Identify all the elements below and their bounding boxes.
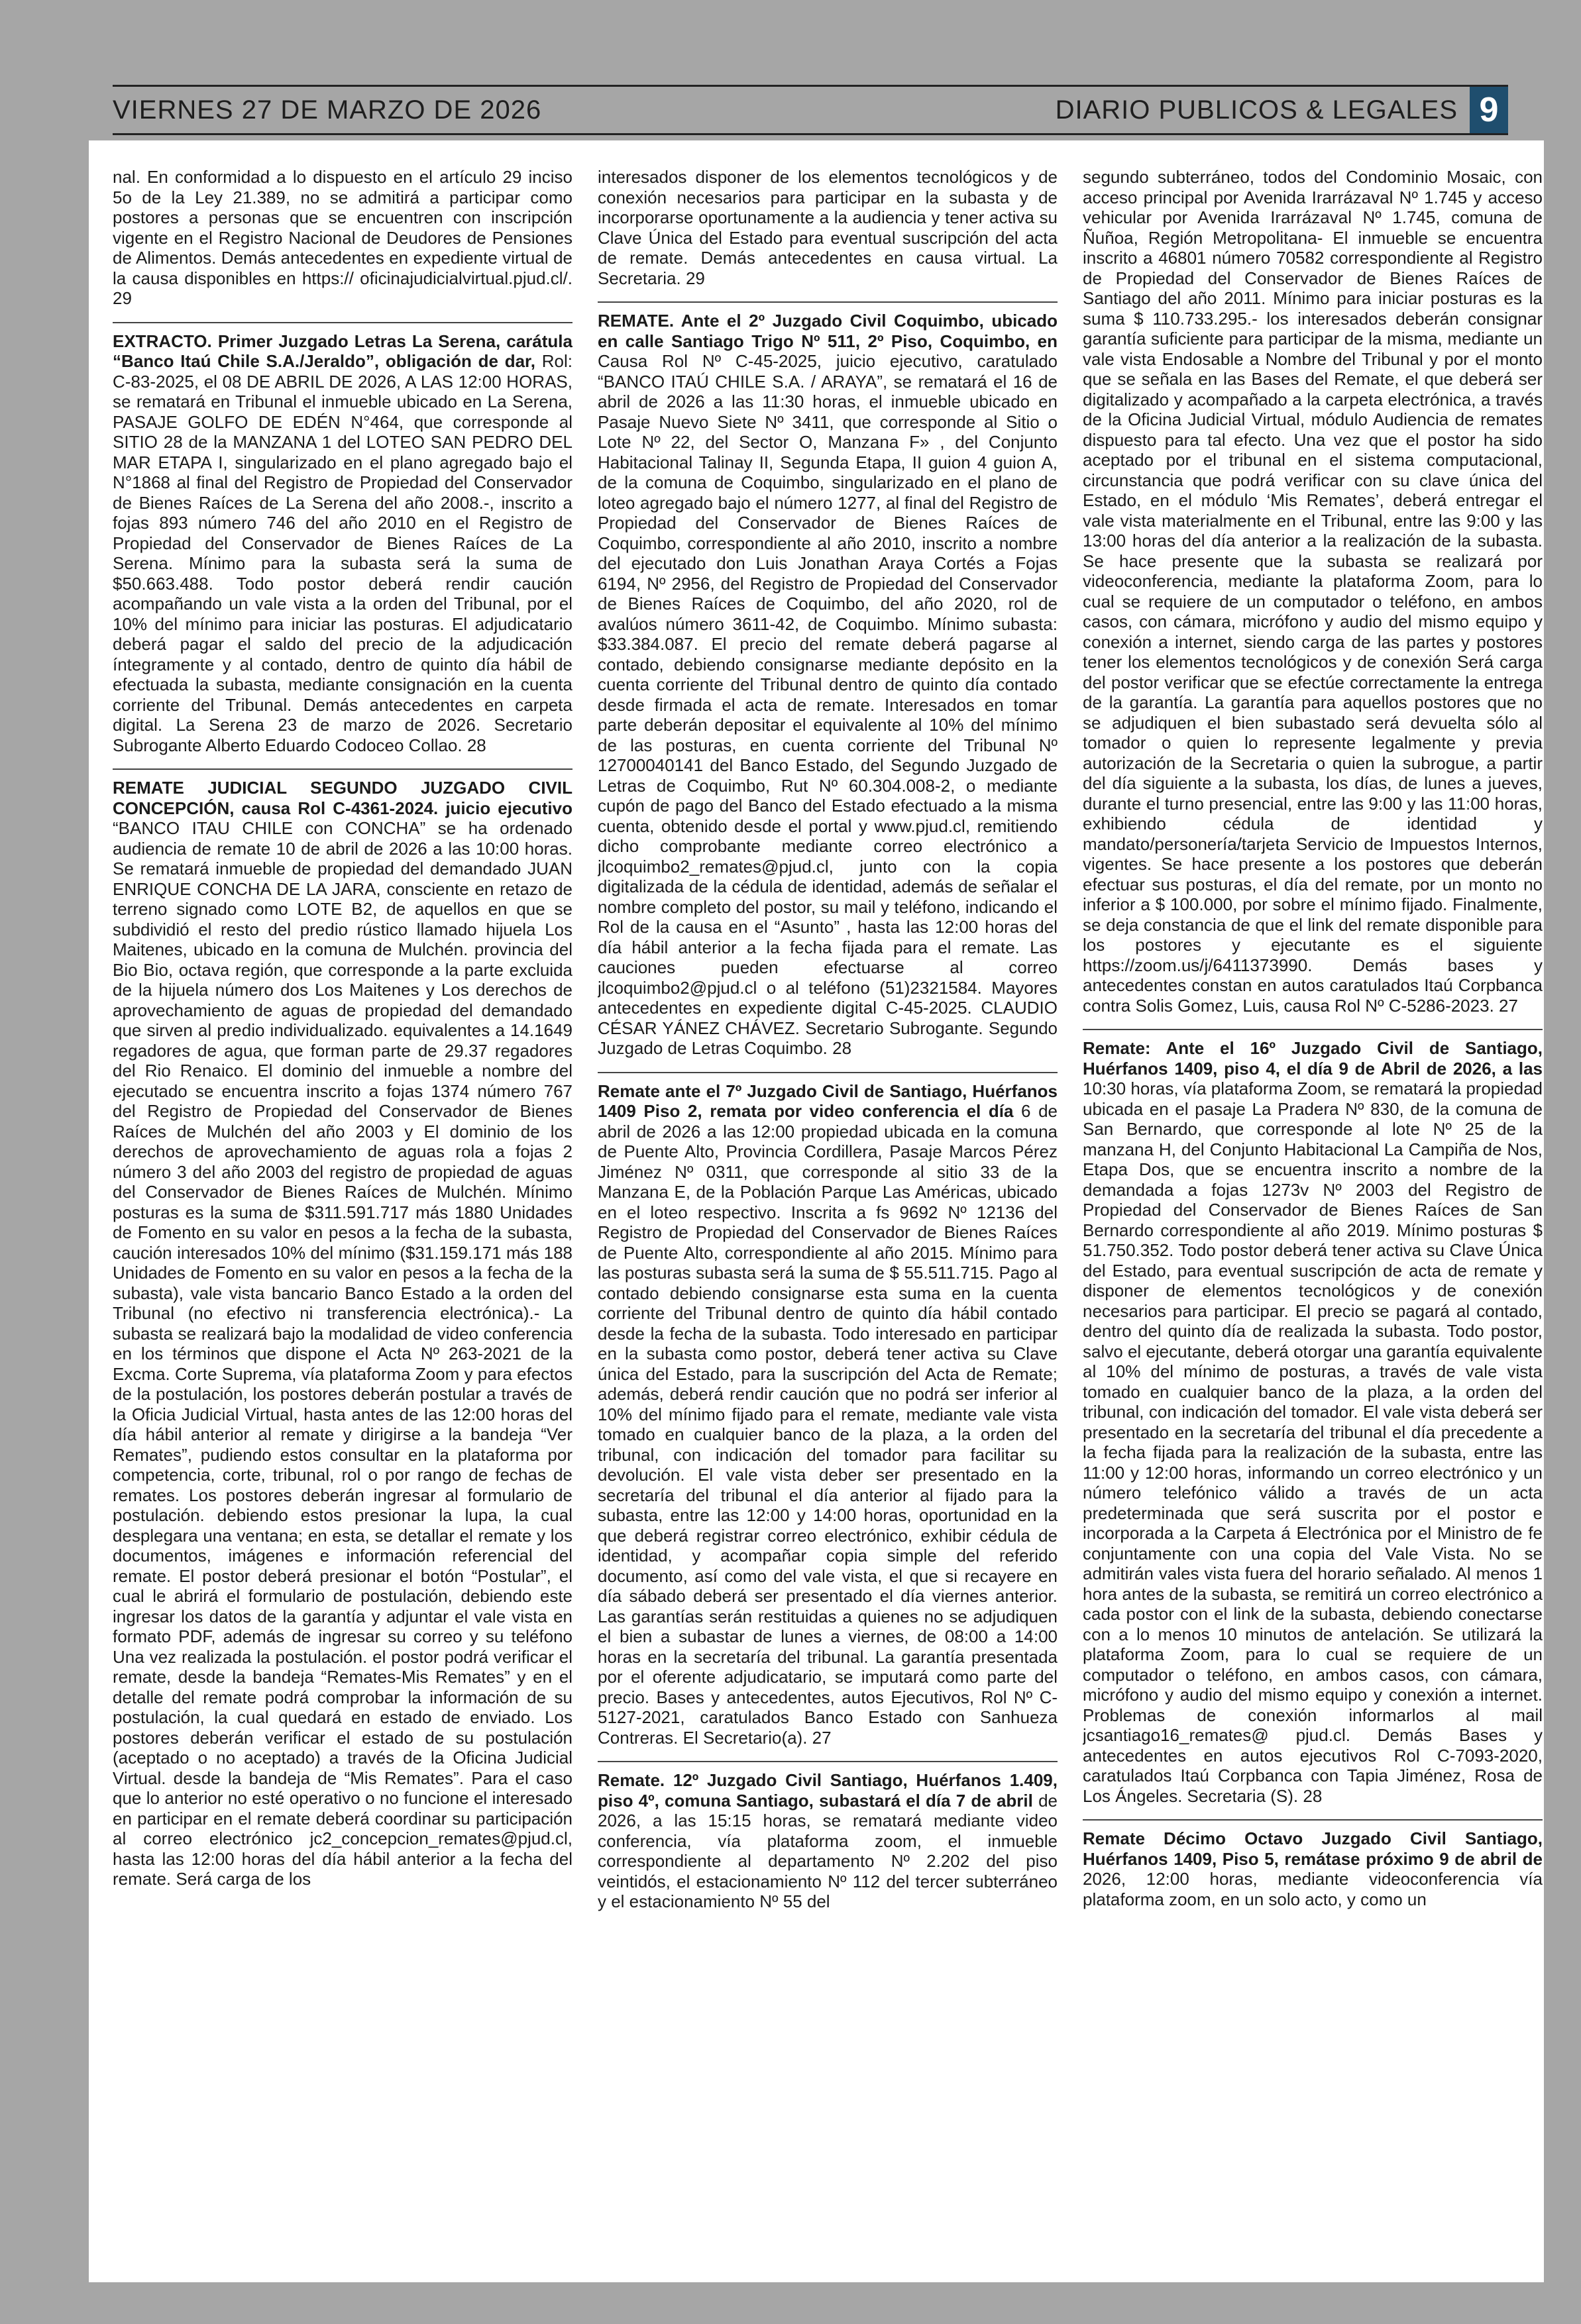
notice-continuation: interesados disponer de los elementos tecnológicos y de conexión necesarios para participar en la subasta y de incorporarse oportunamente a la audiencia y tener activa su Clave Única del Estado para eventual suscripción del acta de remate. Demás antecedentes en causa virtual. La Secretaria. 29 — [598, 167, 1058, 288]
page-number: 9 — [1470, 87, 1508, 133]
notice-remate-18-juzgado: Remate Décimo Octavo Juzgado Civil Santiago, Huérfanos 1409, Piso 5, remátase próximo 9 de abril de 2026, 12:00 horas, mediante videoconferencia vía plataforma zoom, en un solo acto, y como un — [1083, 1828, 1543, 1909]
notice-separator — [1083, 1029, 1543, 1030]
publication-name: DIARIO PUBLICOS & LEGALES — [1055, 95, 1458, 125]
notice-separator — [598, 1072, 1058, 1073]
notice-separator — [598, 301, 1058, 303]
notice-continuation: nal. En conformidad a lo dispuesto en el artículo 29 inciso 5o de la Ley 21.389, no se admitirá a participar como postores a personas que se encuentren con inscripción vigente en el Registro Nacional de Deudores de Pensiones de Alimentos. Demás antecedentes en expediente virtual de la causa disponibles en https:// oficinajudicialvirtual.pjud.cl/. 29 — [113, 167, 572, 308]
notice-remate-16-juzgado: Remate: Ante el 16º Juzgado Civil de Santiago, Huérfanos 1409, piso 4, el día 9 de Abril de 2026, a las 10:30 horas, vía plataforma Zoom, se rematará la propiedad ubicada en el pasaje La Pradera Nº 830, de la comuna de San Bernardo, que corresponde al lote Nº 25 de la manzana H, del Conjunto Habitacional La Campiña de Nos, Etapa Dos, que se encuentra inscrito a nombre de la demandada a fojas 1273v Nº 2003 del Registro de Propiedad del Conservador de Bienes Raíces de San Bernardo correspondiente al año 2019. Mínimo posturas $ 51.750.352. Todo postor deberá tener activa su Clave Única del Estado, para eventual suscripción de acta de remate y disponer de elementos tecnológicos y de conexión necesarios para participar. El precio se pagará al contado, dentro del quinto día de realizada la subasta. Todo postor, salvo el ejecutante, deberá otorgar una garantía equivalente al 10% del mínimo de posturas, a través de vale vista tomado en cualquier banco de la plaza, a la orden del tribunal, con indicación del tomador. El vale vista deberá ser presentado en la secretaría del tribunal el día precedente a la fecha fijada para la realización de la subasta, entre las 11:00 y 12:00 horas, informando un correo electrónico y un número telefónico válido a través de un acta predeterminada que será suscrita por el postor e incorporada a la Carpeta á Electrónica por el Ministro de fe conjuntamente con una copia del Vale Vista. No se admitirán vales vista fuera del horario señalado. Al menos 1 hora antes de la subasta, se remitirá un correo electrónico a cada postor con el link de la subasta, debiendo conectarse con a lo menos 10 minutos de antelación. Se utilizará la plataforma Zoom, para lo cual se requiere de un computador o teléfono, en ambos casos, con cámara, micrófono y audio del mismo equipo y conexión a internet. Problemas de conexión informarlos al mail jcsantiago16_remates@ pjud.cl. Demás Bases y antecedentes en autos ejecutivos Rol C-7093-2020, caratulados Itaú Corpbanca con Tapia Jiménez, Rosa de Los Ángeles. Secretaria (S). 28 — [1083, 1038, 1543, 1806]
notice-continuation: segundo subterráneo, todos del Condominio Mosaic, con acceso principal por Avenida Irarrázaval Nº 1.745 y acceso vehicular por Avenida Irarrázaval Nº 1.745, comuna de Ñuñoa, Región Metropolitana- El inmueble se encuentra inscrito a 46801 número 70582 correspondiente al Registro de Propiedad del Conservador de Bienes Raíces de Santiago del año 2011. Mínimo para iniciar posturas es la suma $ 110.733.295.- los interesados deberán consignar garantía suficiente para participar de la misma, mediante un vale vista Endosable a Nombre del Tribunal y por el monto que se señala en las Bases del Remate, el que deberá ser digitalizado y acompañado a la carpeta electrónica, a través de la Oficina Judicial Virtual, módulo Audiencia de remates dispuesto para tal efecto. Una vez que el postor ha sido aceptado por el tribunal en el sistema computacional, circunstancia que podrá verificar con su clave única del Estado, en el módulo ‘Mis Remates’, deberá entregar el vale vista materialmente en el Tribunal, entre las 9:00 y las 13:00 horas del día anterior a la realización de la subasta. Se hace presente que la subasta se realizará por videoconferencia, mediante la plataforma Zoom, para lo cual se requiere de un computador o teléfono, en ambos casos, con cámara, micrófono y audio del mismo equipo y conexión a internet, siendo carga de las partes y postores tener los elementos tecnológicos y de conexión Será carga del postor verificar que se efectúe correctamente la entrega de la garantía. La garantía para aquellos postores que no se adjudiquen el bien subastado será devuelta sólo al tomador o quien lo represente legalmente y previa autorización de la Secretaria o quien la subrogue, a partir del día siguiente a la subasta, los días, de lunes a jueves, durante el turno presencial, entre las 9:00 y las 11:00 horas, exhibiendo cédula de identidad y mandato/personería/tarjeta Servicio de Impuestos Internos, vigentes. Se hace presente a los postores que deberán efectuar sus posturas, el día del remate, por un monto no inferior a $ 100.000, por sobre el mínimo fijado. Finalmente, se deja constancia de que el link del remate disponible para los postores y ejecutante es el siguiente https://zoom.us/j/6411373990. Demás bases y antecedentes constan en autos caratulados Itaú Corpbanca contra Solis Gomez, Luis, causa Rol Nº C-5286-2023. 27 — [1083, 167, 1543, 1016]
header-right — [1056, 87, 1508, 133]
newspaper-page — [89, 140, 1544, 2282]
column-1 — [113, 167, 572, 2270]
notice-remate-12-juzgado: Remate. 12º Juzgado Civil Santiago, Huérfanos 1.409, piso 4º, comuna Santiago, subastará el día 7 de abril de 2026, a las 15:15 horas, se rematará mediante video conferencia, vía plataforma zoom, el inmueble correspondiente al departamento Nº 2.202 del piso veintidós, el estacionamiento Nº 112 del tercer subterráneo y el estacionamiento Nº 55 del — [598, 1770, 1058, 1911]
issue-date: VIERNES 27 DE MARZO DE 2026 — [113, 95, 542, 125]
page-header — [113, 85, 1508, 135]
column-3 — [1083, 167, 1543, 2270]
notice-separator — [1083, 1819, 1543, 1821]
column-2 — [598, 167, 1058, 2270]
notice-separator — [113, 322, 572, 323]
notice-extracto-la-serena: EXTRACTO. Primer Juzgado Letras La Serena, carátula “Banco Itaú Chile S.A./Jeraldo”, obligación de dar, Rol: C-83-2025, el 08 DE ABRIL DE 2026, A LAS 12:00 HORAS, se rematará en Tribunal el inmueble ubicado en La Serena, PASAJE GOLFO DE EDÉN N°464, que corresponde al SITIO 28 de la MANZANA 1 del LOTEO SAN PEDRO DEL MAR ETAPA I, singularizado en el plano agregado bajo el N°1868 al final del Registro de Propiedad del Conservador de Bienes Raíces de La Serena del año 2008.-, inscrito a fojas 893 número 746 del año 2010 en el Registro de Propiedad del Conservador de Bienes Raíces de La Serena. Mínimo para la subasta será la suma de $50.663.488. Todo postor deberá rendir caución acompañando un vale vista a la orden del Tribunal, por el 10% del mínimo para iniciar las posturas. El adjudicatario deberá pagar el saldo del precio de la adjudicación íntegramente y al contado, dentro de quinto día hábil de efectuada la subasta, mediante consignación en la cuenta corriente del Tribunal. Demás antecedentes en carpeta digital. La Serena 23 de marzo de 2026. Secretario Subrogante Alberto Eduardo Codoceo Collao. 28 — [113, 331, 572, 755]
notice-remate-concepcion: REMATE JUDICIAL SEGUNDO JUZGADO CIVIL CONCEPCIÓN, causa Rol C-4361-2024. juicio ejecutivo “BANCO ITAU CHILE con CONCHA” se ha ordenado audiencia de remate 10 de abril de 2026 a las 10:00 horas. Se rematará inmueble de propiedad del demandado JUAN ENRIQUE CONCHA DE LA JARA, consciente en retazo de terreno signado como LOTE B2, de aquellos en que se subdividió el resto del predio rústico llamado hijuela Los Maitenes, ubicado en la comuna de Mulchén. provincia del Bio Bio, octava región, que corresponde a la parte excluida de la hijuela número dos Los Maitenes y Los derechos de aprovechamiento de aguas de propiedad del demandado que sirven al predio individualizado. equivalentes a 14.1649 regadores de agua, que forman parte de 29.37 regadores del Rio Renaico. El dominio del inmueble a nombre del ejecutado se encuentra inscrito a fojas 1374 número 767 del Registro de Propiedad del Conservador de Bienes Raíces de Mulchén del año 2003 y El dominio de los derechos de aprovechamiento de aguas rola a fojas 2 número 3 del año 2003 del registro de propiedad de aguas del Conservador de Bienes Raíces de Mulchén. Mínimo posturas es la suma de $311.591.717 más 1880 Unidades de Fomento en su valor en pesos a la fecha de la subasta, caución interesados 10% del mínimo ($31.159.171 más 188 Unidades de Fomento en su valor en pesos a la fecha de la subasta), vale vista bancario Banco Estado a la orden del Tribunal (no efectivo ni transferencia electrónica).- La subasta se realizará bajo la modalidad de video conferencia en los términos que dispone el Acta Nº 263-2021 de la Excma. Corte Suprema, vía plataforma Zoom y para efectos de la postulación, los postores deberán postular a través de la Oficia Judicial Virtual, hasta antes de las 12:00 horas del día hábil anterior al remate y dirigirse a la bandeja “Ver Remates”, pudiendo estos consultar en la plataforma por competencia, corte, tribunal, rol o por rango de fechas de remates. Los postores deberán ingresar al formulario de postulación. debiendo estos presionar la lupa, la cual desplegara una ventana; en esta, se detallar el remate y los documentos, imágenes e información referencial del remate. El postor deberá presionar el botón “Postular”, el cual le abrirá el formulario de postulación, debiendo este ingresar los datos de la garantía y adjuntar el vale vista en formato PDF, además de ingresar su correo y su teléfono Una vez realizada la postulación. el postor podrá verificar el remate, desde la bandeja “Remates-Mis Remates” y en el detalle del remate podrá comprobar la información de su postulación, la cual quedará en estado de enviado. Los postores deberán verificar el estado de su postulación (aceptado o no aceptado) a través de la Oficina Judicial Virtual. desde la bandeja de “Mis Remates”. Para el caso que lo anterior no esté operativo o no funcione el interesado en participar en el remate deberá coordinar su participación al correo electrónico jc2_concepcion_remates@pjud.cl, hasta las 12:00 horas del día hábil anterior a la fecha del remate. Será carga de los — [113, 778, 572, 1889]
notice-separator — [113, 768, 572, 770]
notice-remate-coquimbo: REMATE. Ante el 2º Juzgado Civil Coquimbo, ubicado en calle Santiago Trigo Nº 511, 2º Piso, Coquimbo, en Causa Rol Nº C-45-2025, juicio ejecutivo, caratulado “BANCO ITAÚ CHILE S.A. / ARAYA”, se rematará el 16 de abril de 2026 a las 11:30 horas, el inmueble ubicado en Pasaje Nuevo Siete Nº 3411, que corresponde al Sitio o Lote Nº 22, del Sector O, Manzana F» , del Conjunto Habitacional Talinay II, Segunda Etapa, II guion 4 guion A, de la comuna de Coquimbo, singularizado en el plano de loteo agregado bajo el número 1277, al final del Registro de Propiedad del Conservador de Bienes Raíces de Coquimbo, correspondiente al año 2010, inscrito a nombre del ejecutado don Luis Jonathan Araya Cortés a Fojas 6194, Nº 2956, del Registro de Propiedad del Conservador de Bienes Raíces de Coquimbo, del año 2020, rol de avalúos número 3611-42, de Coquimbo. Mínimo subasta: $33.384.087. El precio del remate deberá pagarse al contado, debiendo consignarse mediante depósito en la cuenta corriente del Tribunal dentro de quinto día contado desde firmada el acta de remate. Interesados en tomar parte deberán depositar el equivalente al 10% del mínimo de las posturas, en cuenta corriente del Tribunal Nº 12700040141 del Banco Estado, del Segundo Juzgado de Letras de Coquimbo, Rut Nº 60.304.008-2, o mediante cupón de pago del Banco del Estado efectuado a la misma cuenta, obtenido desde el portal y www.pjud.cl, remitiendo dicho comprobante mediante correo electrónico a jlcoquimbo2_remates@pjud.cl, junto con la copia digitalizada de la cédula de identidad, además de señalar el nombre completo del postor, su mail y teléfono, indicando el Rol de la causa en el “Asunto” , hasta las 12:00 horas del día hábil anterior a la fecha fijada para el remate. Las cauciones pueden efectuarse al correo jlcoquimbo2@pjud.cl o al teléfono (51)2321584. Mayores antecedentes en expediente digital C-45-2025. CLAUDIO CÉSAR YÁNEZ CHÁVEZ. Secretario Subrogante. Segundo Juzgado de Letras Coquimbo. 28 — [598, 311, 1058, 1058]
notice-remate-7-juzgado: Remate ante el 7º Juzgado Civil de Santiago, Huérfanos 1409 Piso 2, remata por video conferencia el día 6 de abril de 2026 a las 12:00 propiedad ubicada en la comuna de Puente Alto, Provincia Cordillera, Pasaje Marcos Pérez Jiménez Nº 0311, que corresponde al sitio 33 de la Manzana E, de la Población Parque Las Américas, ubicado en el loteo respectivo. Inscrita a fs 9692 Nº 12136 del Registro de Propiedad del Conservador de Bienes Raíces de Puente Alto, correspondiente al año 2015. Mínimo para las posturas subasta será la suma de $ 55.511.715. Pago al contado debiendo consignarse esta suma en la cuenta corriente del Tribunal dentro de quinto día hábil contado desde la fecha de la subasta. Todo interesado en participar en la subasta como postor, deberá tener activa su Clave única del Estado, para la suscripción del Acta de Remate; además, deberá rendir caución que no podrá ser inferior al 10% del mínimo fijado para el remate, mediante vale vista tomado en cualquier banco de la plaza, a la orden del tribunal, con indicación del tomador para facilitar su devolución. El vale vista deber ser presentado en la secretaría del tribunal el día anterior al fijado para la subasta, entre las 12:00 y 14:00 horas, oportunidad en la que deberá registrar correo electrónico, exhibir cédula de identidad, y acompañar copia simple del referido documento, así como del vale vista, el que si recayere en día sábado deberá ser presentado el día viernes anterior. Las garantías serán restituidas a quienes no se adjudiquen el bien a subastar de lunes a viernes, de 08:00 a 14:00 horas en la secretaría del tribunal. La garantía presentada por el oferente adjudicatario, se imputará como parte del precio. Bases y antecedentes, autos Ejecutivos, Rol Nº C-5127-2021, caratulados Banco Estado con Sanhueza Contreras. El Secretario(a). 27 — [598, 1081, 1058, 1748]
notice-separator — [598, 1761, 1058, 1762]
